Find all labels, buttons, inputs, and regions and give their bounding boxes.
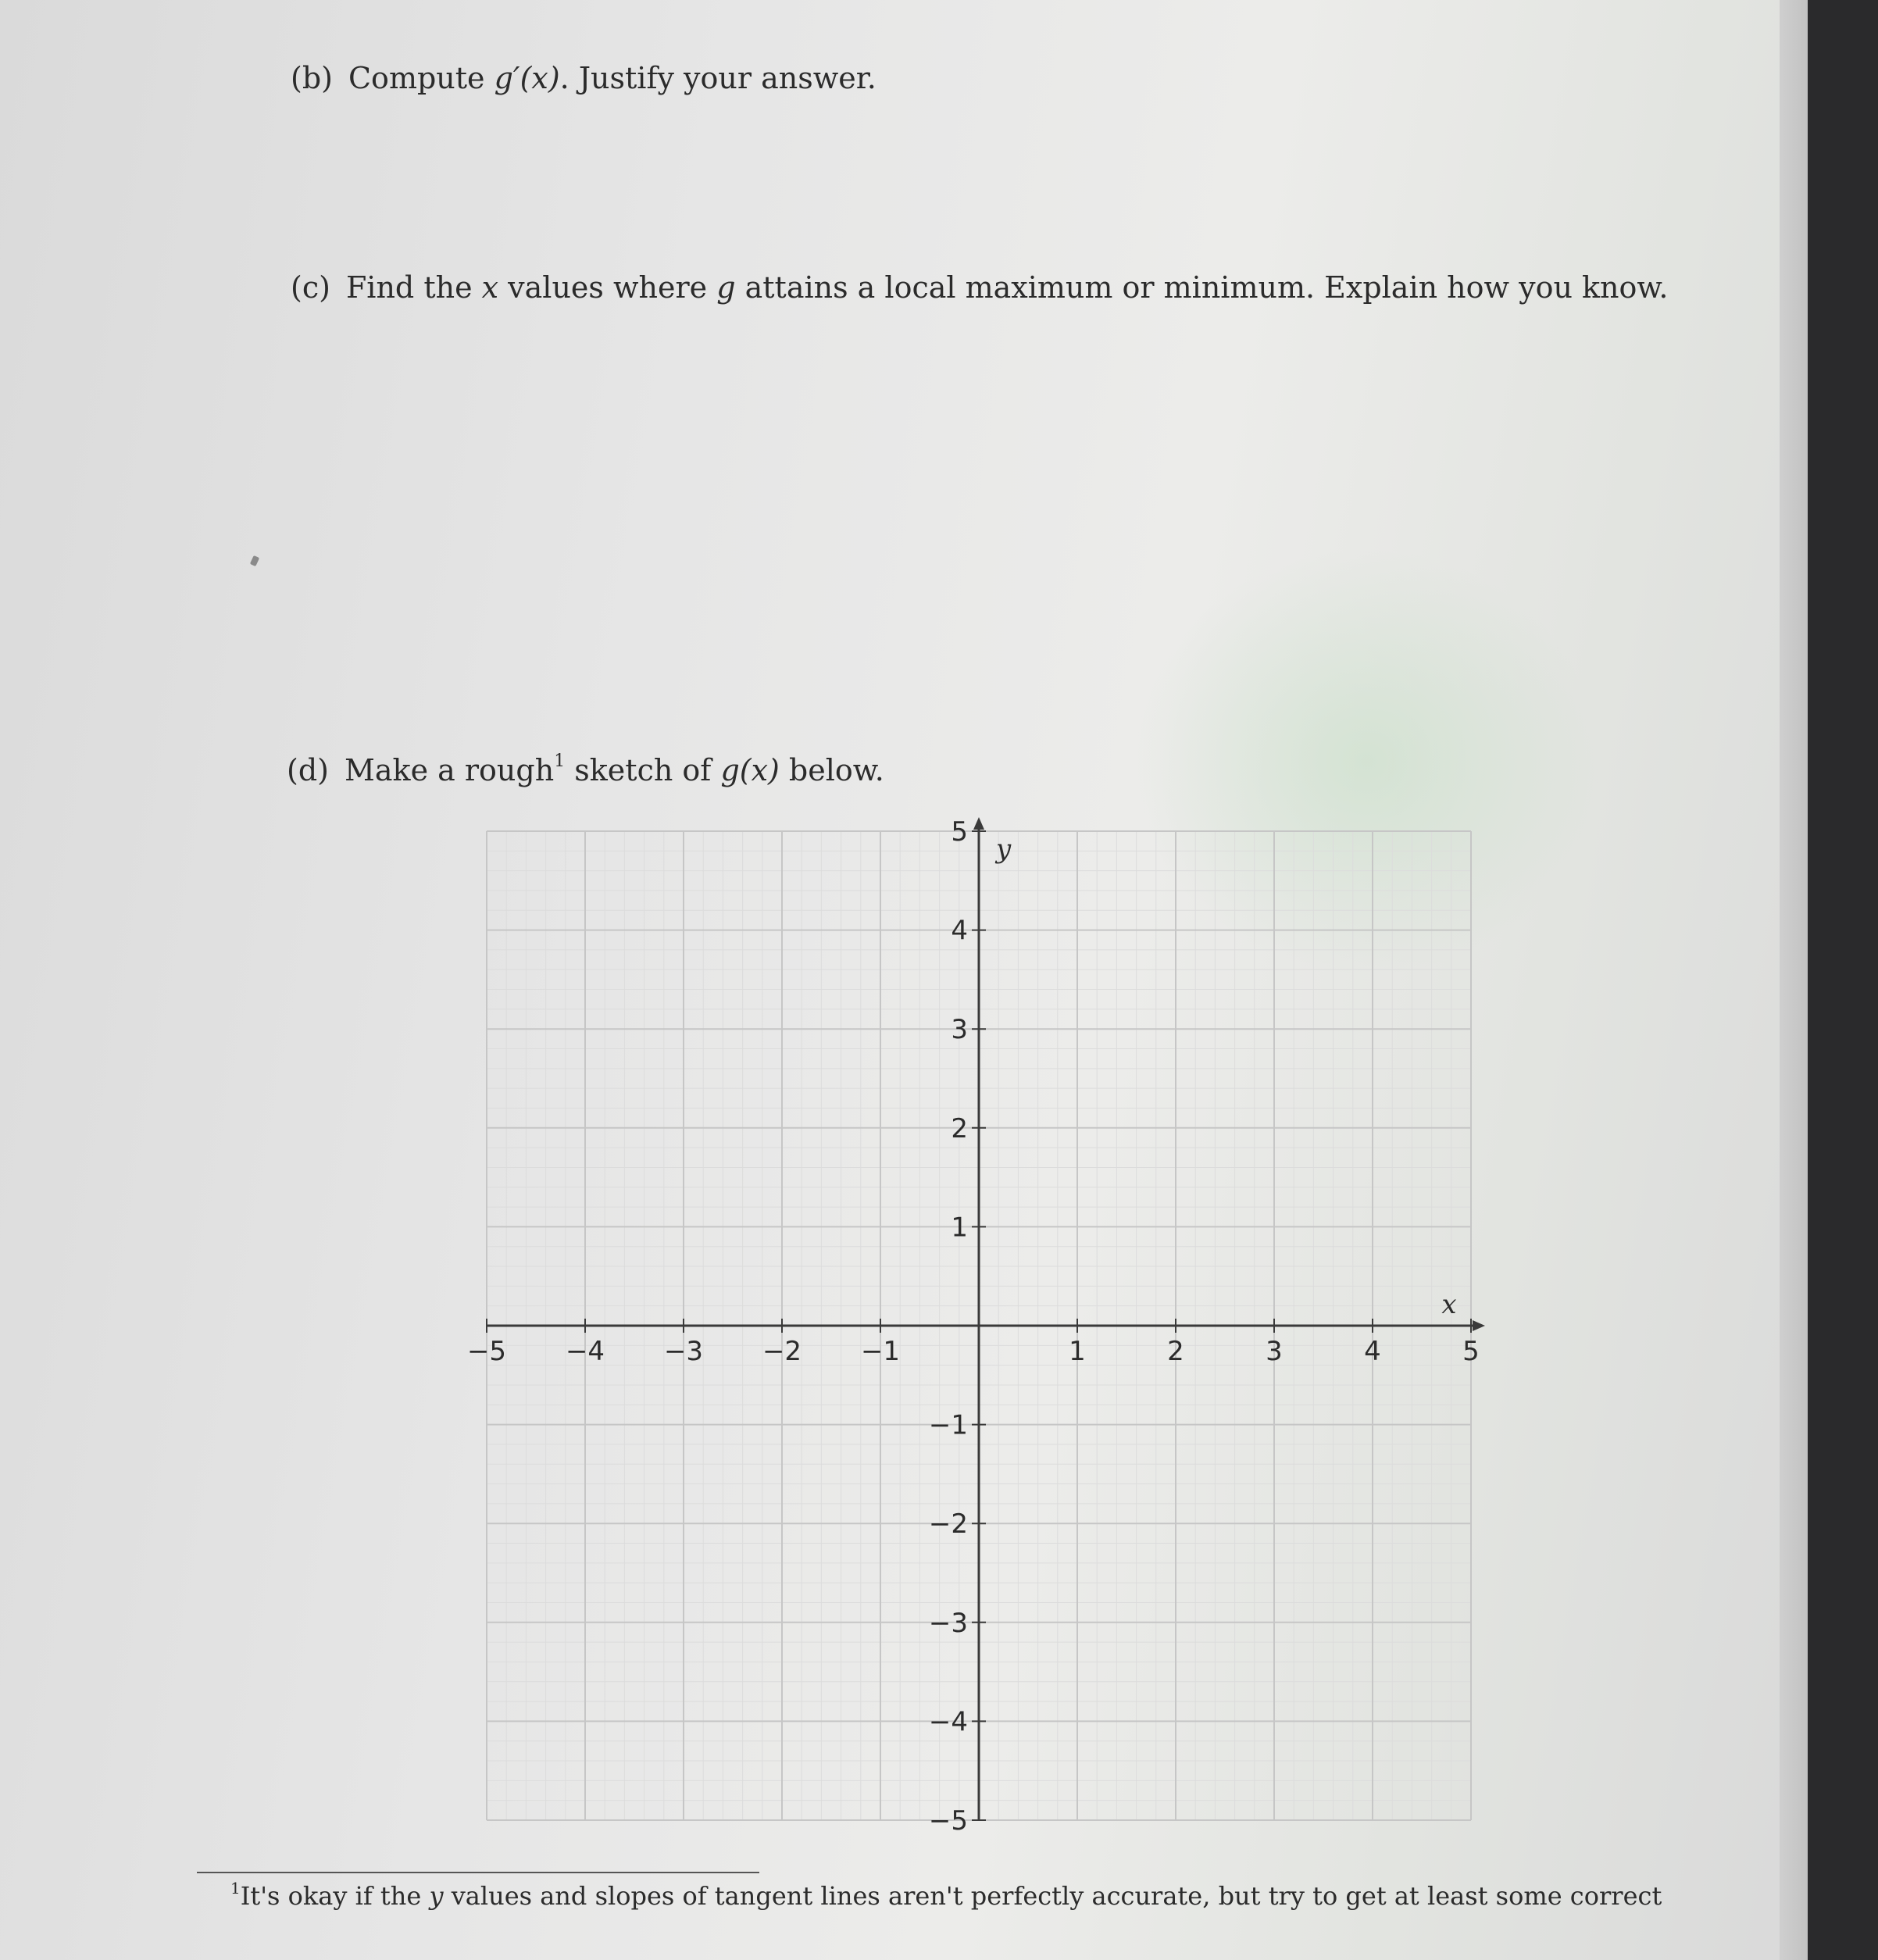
footnote-text-before: It's okay if the xyxy=(240,1881,430,1911)
y-tick-label: 2 xyxy=(951,1112,968,1144)
x-tick-label: 5 xyxy=(1462,1336,1480,1367)
question-c-var-x: x xyxy=(481,270,499,305)
y-tick-label: 3 xyxy=(951,1014,968,1046)
question-b-text-after: . Justify your answer. xyxy=(559,61,877,95)
x-tick-label: −3 xyxy=(663,1336,704,1367)
y-tick-label: 5 xyxy=(951,816,968,848)
y-tick-label: 1 xyxy=(951,1212,968,1244)
question-c-text-after: attains a local maximum or minimum. Explain how you know. xyxy=(735,270,1669,305)
question-b-expression: g′(x) xyxy=(494,61,560,95)
y-axis-arrow xyxy=(973,817,984,830)
x-tick-label: −2 xyxy=(762,1336,802,1367)
footnote-var-y: y xyxy=(429,1881,444,1911)
question-c-label: (c) xyxy=(291,270,330,305)
footnote-text-after: values and slopes of tangent lines aren't perfectly accurate, but try to get at least some correct xyxy=(443,1881,1662,1911)
question-c-text-middle: values where xyxy=(498,270,717,305)
y-tick-label: −5 xyxy=(928,1805,968,1837)
x-tick-label: 1 xyxy=(1069,1336,1086,1367)
x-tick-label: 4 xyxy=(1364,1336,1381,1367)
question-b-label: (b) xyxy=(291,61,333,95)
question-d-text-middle: sketch of xyxy=(565,753,721,787)
question-d-label: (d) xyxy=(287,753,329,787)
footnote xyxy=(230,1879,1662,1911)
x-axis-arrow xyxy=(1473,1320,1485,1331)
y-tick-label: 4 xyxy=(951,915,968,947)
footnote-rule xyxy=(197,1872,759,1873)
y-tick-label: −3 xyxy=(928,1607,968,1639)
question-b-text-before: Compute xyxy=(348,61,494,95)
x-tick-label: 2 xyxy=(1167,1336,1184,1367)
y-tick-label: −1 xyxy=(928,1409,968,1441)
footnote-ref: 1 xyxy=(554,752,566,771)
footnote-mark: 1 xyxy=(230,1879,241,1898)
x-tick-label: −4 xyxy=(565,1336,605,1367)
question-c-var-g: g xyxy=(716,270,736,305)
y-tick-label: −4 xyxy=(928,1706,968,1738)
x-tick-label: 3 xyxy=(1266,1336,1283,1367)
x-axis-label: x xyxy=(1441,1289,1457,1320)
y-axis-label: y xyxy=(996,834,1012,865)
y-tick-label: −2 xyxy=(928,1508,968,1541)
question-d-text-after: below. xyxy=(779,753,884,787)
x-tick-label: −1 xyxy=(860,1336,901,1367)
question-c-text-before: Find the xyxy=(345,270,482,305)
question-d-text-before: Make a rough xyxy=(344,753,555,787)
x-tick-label: −5 xyxy=(466,1336,507,1367)
question-d-expression: g(x) xyxy=(720,753,780,787)
